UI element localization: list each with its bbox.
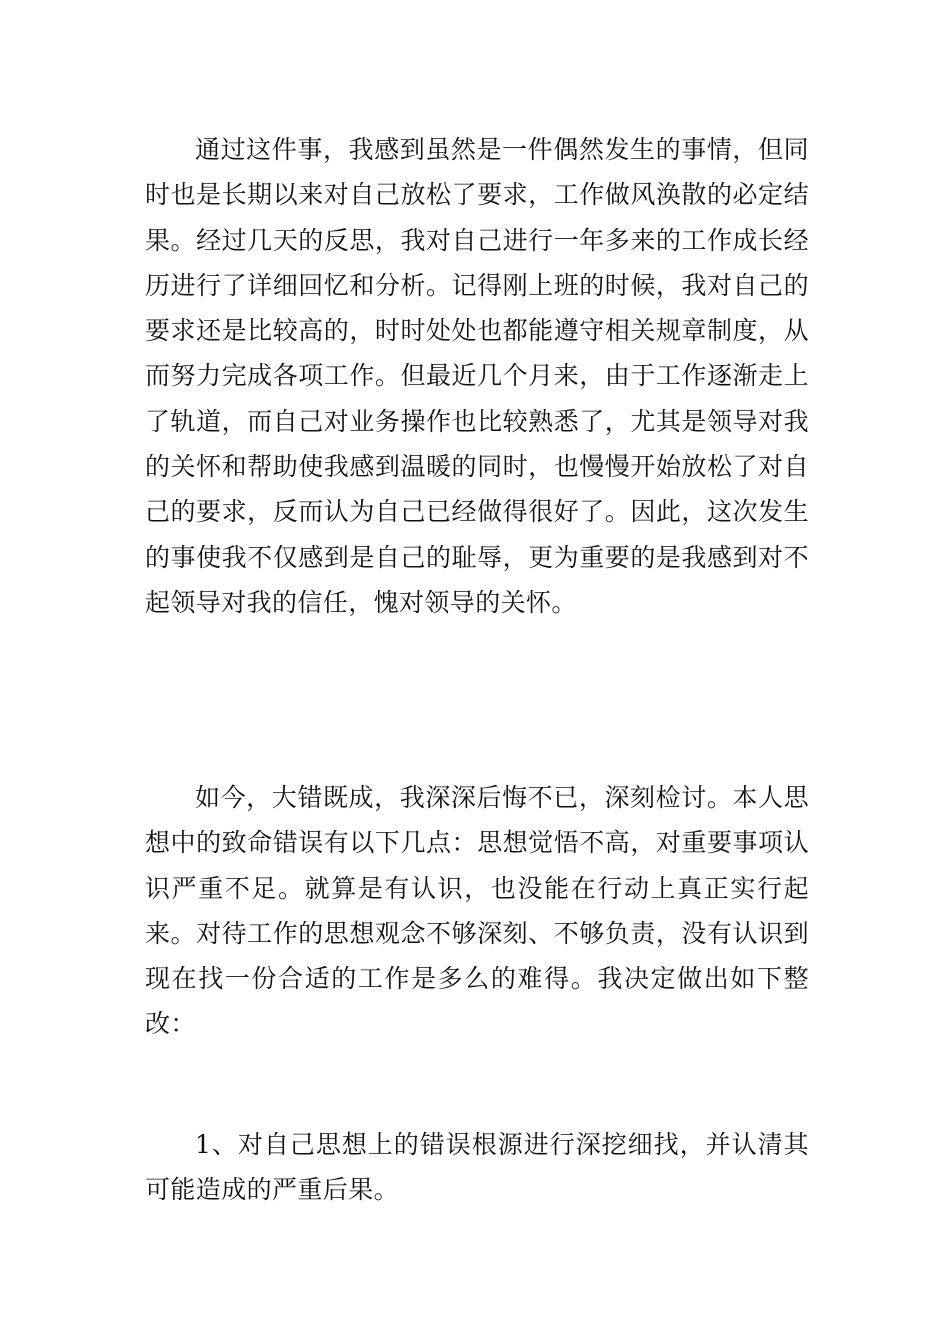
paragraph-rectification-item-1: 1、对自己思想上的错误根源进行深挖细找，并认清其可能造成的严重后果。: [145, 1130, 809, 1205]
paragraph-self-criticism: 如今，大错既成，我深深后悔不已，深刻检讨。本人思想中的致命错误有以下几点：思想觉悟不高，对重要事项认识严重不足。就算是有认识，也没能在行动上真正实行起来。对待工作的思想观念不够深刻、不够负责，没有认识到现在找一份合适的工作是多么的难得。我决定做出如下整改：: [145, 783, 809, 1039]
paragraph-reflection: 通过这件事，我感到虽然是一件偶然发生的事情，但同时也是长期以来对自己放松了要求，工作做风涣散的必定结果。经过几天的反思，我对自己进行一年多来的工作成长经历进行了详细回忆和分析。记得刚上班的时候，我对自己的要求还是比较高的，时时处处也都能遵守相关规章制度，从而努力完成各项工作。但最近几个月来，由于工作逐渐走上了轨道，而自己对业务操作也比较熟悉了，尤其是领导对我的关怀和帮助使我感到温暖的同时，也慢慢开始放松了对自己的要求，反而认为自己已经做得很好了。因此，这次发生的事使我不仅感到是自己的耻辱，更为重要的是我感到对不起领导对我的信任，愧对领导的关怀。: [145, 135, 809, 617]
